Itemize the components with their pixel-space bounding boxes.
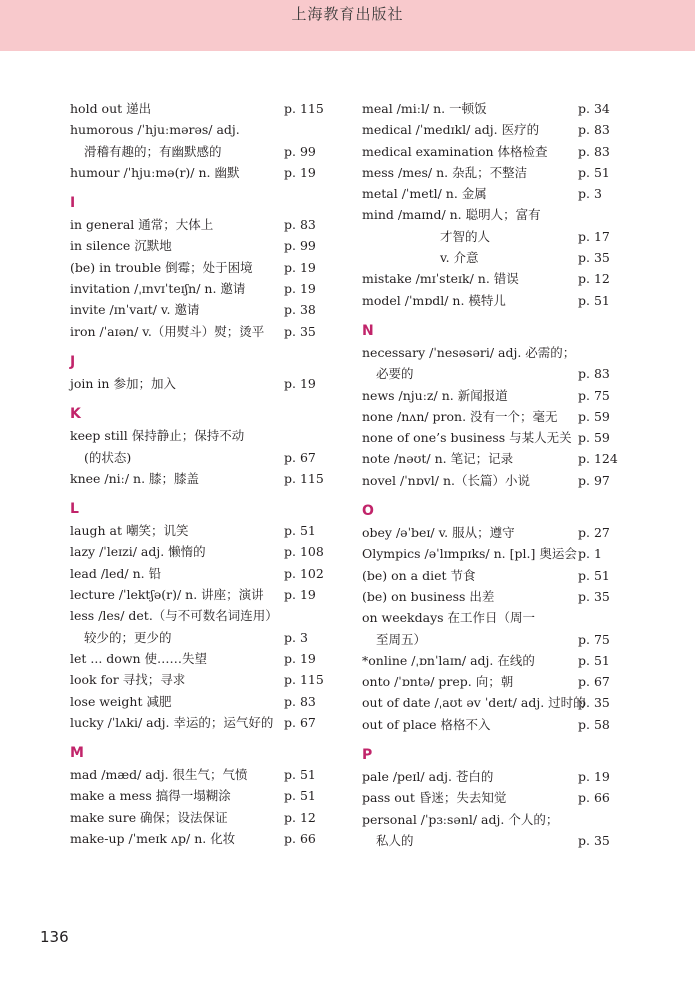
entry-term: medical /ˈmedɪkl/ adj. 医疗的 xyxy=(362,122,540,138)
entry-term: none /nʌn/ pron. 没有一个；毫无 xyxy=(362,408,558,424)
entry-term: keep still 保持静止；保持不动 xyxy=(70,428,245,444)
entry-page-reference: p. 17 xyxy=(578,228,610,244)
entry-page-reference: p. 51 xyxy=(284,767,316,783)
entry-page-reference: p. 83 xyxy=(578,122,610,138)
glossary-entry xyxy=(362,290,620,311)
entry-term: iron /ˈaɪən/ v.（用熨斗）熨；烫平 xyxy=(70,323,265,339)
glossary-entry xyxy=(70,321,330,342)
section-letter: P xyxy=(362,747,373,764)
entry-page-reference: p. 38 xyxy=(284,302,316,318)
glossary-entry xyxy=(362,427,620,448)
entry-page-reference: p. 83 xyxy=(284,693,316,709)
entry-term: (be) on business 出差 xyxy=(362,588,495,604)
entry-term: v. 介意 xyxy=(440,250,479,266)
entry-page-reference: p. 34 xyxy=(578,101,610,116)
entry-page-reference: p. 35 xyxy=(578,832,610,848)
entry-page-reference: p. 35 xyxy=(578,588,610,604)
glossary-entry xyxy=(70,785,330,806)
glossary-entry xyxy=(70,214,330,235)
entry-term: humorous /ˈhjuːmərəs/ adj. xyxy=(70,122,240,138)
entry-term: onto /ˈɒntə/ prep. 向；朝 xyxy=(362,674,514,690)
glossary-entry xyxy=(362,607,620,650)
entry-term: out of date /ˌaʊt əv ˈdeɪt/ adj. 过时的 xyxy=(362,695,586,711)
entry-page-reference: p. 67 xyxy=(284,714,316,730)
entry-term: look for 寻找；寻求 xyxy=(70,672,186,688)
glossary-entry xyxy=(362,183,620,204)
entry-definition-continued: 滑稽有趣的；有幽默感的 xyxy=(84,143,222,159)
glossary-entry xyxy=(362,766,620,787)
entry-term: in general 通常；大体上 xyxy=(70,217,214,233)
entry-page-reference: p. 19 xyxy=(284,164,316,180)
entry-term: join in 参加；加入 xyxy=(70,375,176,391)
entry-definition-continued: (的状态) xyxy=(84,449,132,465)
entry-page-reference: p. 51 xyxy=(578,292,610,308)
entry-page-reference: p. 19 xyxy=(284,281,316,297)
glossary-entry xyxy=(70,541,330,562)
entry-term: lucky /ˈlʌki/ adj. 幸运的；运气好的 xyxy=(70,714,274,730)
glossary-entry xyxy=(362,692,620,713)
entry-term: metal /ˈmetl/ n. 金属 xyxy=(362,186,487,202)
glossary-entry xyxy=(70,98,330,119)
entry-page-reference: p. 59 xyxy=(578,408,610,424)
glossary-entry xyxy=(362,406,620,427)
glossary-entry xyxy=(362,247,620,268)
glossary-entry xyxy=(362,650,620,671)
entry-term: make a mess 搞得一塌糊涂 xyxy=(70,788,231,804)
entry-term: lose weight 减肥 xyxy=(70,693,172,709)
entry-term: obey /əˈbeɪ/ v. 服从；遵守 xyxy=(362,525,515,541)
glossary-entry xyxy=(70,162,330,183)
section-letter: M xyxy=(70,745,84,762)
glossary-entry xyxy=(70,373,330,394)
entry-page-reference: p. 3 xyxy=(578,186,602,202)
entry-page-reference: p. 115 xyxy=(284,101,324,116)
glossary-entry xyxy=(70,425,330,468)
entry-page-reference: p. 59 xyxy=(578,430,610,446)
glossary-entry xyxy=(362,204,620,247)
glossary-entry xyxy=(362,141,620,162)
entry-page-reference: p. 19 xyxy=(284,587,316,603)
entry-page-reference: p. 19 xyxy=(284,375,316,391)
entry-page-reference: p. 66 xyxy=(284,831,316,847)
entry-term: lecture /ˈlektʃə(r)/ n. 讲座；演讲 xyxy=(70,587,264,603)
entry-term: *online /ˌɒnˈlaɪn/ adj. 在线的 xyxy=(362,652,535,668)
entry-page-reference: p. 83 xyxy=(284,217,316,233)
glossary-entry xyxy=(70,520,330,541)
glossary-entry xyxy=(70,468,330,489)
entry-term: let ... down 使……失望 xyxy=(70,650,208,666)
glossary-entry xyxy=(362,342,620,385)
entry-definition-continued: 较少的；更少的 xyxy=(84,629,172,645)
entry-term: pale /peɪl/ adj. 苍白的 xyxy=(362,769,494,785)
glossary-entry xyxy=(70,278,330,299)
entry-term: invite /ɪnˈvaɪt/ v. 邀请 xyxy=(70,302,200,318)
section-letter: N xyxy=(362,322,374,339)
glossary-entry xyxy=(70,605,330,648)
entry-page-reference: p. 83 xyxy=(578,366,610,382)
entry-page-reference: p. 3 xyxy=(284,629,308,645)
entry-page-reference: p. 115 xyxy=(284,470,324,486)
entry-term: Olympics /əˈlɪmpɪks/ n. [pl.] 奥运会 xyxy=(362,546,577,562)
entry-term: lazy /ˈleɪzi/ adj. 懒惰的 xyxy=(70,544,206,560)
entry-term: personal /ˈpɜːsənl/ adj. 个人的； xyxy=(362,811,559,827)
entry-term: make-up /ˈmeɪk ʌp/ n. 化妆 xyxy=(70,831,236,847)
entry-page-reference: p. 12 xyxy=(284,809,316,825)
entry-term: hold out 递出 xyxy=(70,101,152,116)
entry-page-reference: p. 51 xyxy=(578,652,610,668)
publisher-title: 上海教育出版社 xyxy=(291,5,404,23)
entry-term: out of place 格格不入 xyxy=(362,716,491,732)
glossary-entry xyxy=(70,807,330,828)
entry-term: mind /maɪnd/ n. 聪明人；富有 xyxy=(362,207,541,223)
entry-definition-continued: 至周五） xyxy=(376,631,427,647)
entry-definition-continued: 私人的 xyxy=(376,832,414,848)
entry-page-reference: p. 67 xyxy=(284,449,316,465)
glossary-entry xyxy=(70,712,330,733)
glossary-entry xyxy=(70,584,330,605)
section-letter: J xyxy=(70,353,76,370)
glossary-entry xyxy=(70,691,330,712)
entry-page-reference: p. 27 xyxy=(578,525,610,541)
entry-term: novel /ˈnɒvl/ n.（长篇）小说 xyxy=(362,472,530,488)
glossary-entry xyxy=(362,787,620,808)
entry-page-reference: p. 35 xyxy=(578,250,610,266)
glossary-entry xyxy=(70,669,330,690)
entry-term: necessary /ˈnesəsəri/ adj. 必需的； xyxy=(362,344,576,360)
entry-term: laugh at 嘲笑；讥笑 xyxy=(70,523,189,539)
entry-term: none of one’s business 与某人无关 xyxy=(362,430,572,446)
glossary-entry xyxy=(70,119,330,162)
glossary-entry xyxy=(362,671,620,692)
entry-page-reference: p. 51 xyxy=(578,164,610,180)
entry-page-reference: p. 51 xyxy=(284,788,316,804)
entry-term: mistake /mɪˈsteɪk/ n. 错误 xyxy=(362,271,519,287)
section-letter: K xyxy=(70,406,81,423)
section-letter: L xyxy=(70,501,79,518)
entry-definition-continued: 才智的人 xyxy=(440,228,491,244)
entry-term: mad /mæd/ adj. 很生气；气愤 xyxy=(70,767,248,783)
glossary-entry xyxy=(70,257,330,278)
entry-term: invitation /ˌɪnvɪˈteɪʃn/ n. 邀请 xyxy=(70,281,246,297)
glossary-entry xyxy=(362,522,620,543)
entry-page-reference: p. 115 xyxy=(284,672,324,688)
glossary-entry xyxy=(362,586,620,607)
entry-page-reference: p. 51 xyxy=(578,567,610,583)
glossary-entry xyxy=(362,470,620,491)
glossary-entry xyxy=(70,299,330,320)
entry-page-reference: p. 67 xyxy=(578,674,610,690)
entry-term: humour /ˈhjuːmə(r)/ n. 幽默 xyxy=(70,164,240,180)
entry-page-reference: p. 75 xyxy=(578,387,610,403)
entry-page-reference: p. 19 xyxy=(284,259,316,275)
entry-term: news /njuːz/ n. 新闻报道 xyxy=(362,387,508,403)
entry-page-reference: p. 97 xyxy=(578,472,610,488)
entry-term: make sure 确保；设法保证 xyxy=(70,809,228,825)
glossary-entry xyxy=(362,162,620,183)
entry-term: mess /mes/ n. 杂乱；不整洁 xyxy=(362,164,528,180)
glossary-entry xyxy=(362,268,620,289)
entry-page-reference: p. 1 xyxy=(578,546,602,562)
entry-term: lead /led/ n. 铅 xyxy=(70,565,162,581)
glossary-entry xyxy=(362,565,620,586)
entry-page-reference: p. 35 xyxy=(284,323,316,339)
entry-page-reference: p. 12 xyxy=(578,271,610,287)
entry-page-reference: p. 108 xyxy=(284,544,324,560)
entry-page-reference: p. 75 xyxy=(578,631,610,647)
entry-term: model /ˈmɒdl/ n. 模特儿 xyxy=(362,292,506,308)
entry-term: less /les/ det.（与不可数名词连用） xyxy=(70,608,278,624)
entry-definition-continued: 必要的 xyxy=(376,366,414,382)
entry-term: in silence 沉默地 xyxy=(70,238,172,254)
glossary-entry xyxy=(362,714,620,735)
glossary-entry xyxy=(70,235,330,256)
section-letter: O xyxy=(362,503,374,520)
entry-term: note /nəʊt/ n. 笔记；记录 xyxy=(362,451,514,467)
entry-page-reference: p. 99 xyxy=(284,143,316,159)
entry-page-reference: p. 51 xyxy=(284,523,316,539)
entry-page-reference: p. 19 xyxy=(284,650,316,666)
entry-page-reference: p. 35 xyxy=(578,695,610,711)
entry-page-reference: p. 124 xyxy=(578,451,618,467)
page-number: 136 xyxy=(40,928,69,946)
entry-page-reference: p. 102 xyxy=(284,565,324,581)
entry-term: knee /niː/ n. 膝；膝盖 xyxy=(70,470,200,486)
glossary-entry xyxy=(70,563,330,584)
glossary-entry xyxy=(70,648,330,669)
glossary-entry xyxy=(70,764,330,785)
section-letter: I xyxy=(70,195,76,212)
glossary-entry xyxy=(362,119,620,140)
glossary-entry xyxy=(362,809,620,852)
glossary-entry xyxy=(362,543,620,564)
entry-term: on weekdays 在工作日（周一 xyxy=(362,610,536,626)
glossary-entry xyxy=(362,385,620,406)
entry-page-reference: p. 83 xyxy=(578,143,610,159)
glossary-right-column xyxy=(362,98,620,851)
glossary-entry xyxy=(362,98,620,119)
entry-term: meal /miːl/ n. 一顿饭 xyxy=(362,101,487,116)
entry-term: medical examination 体格检查 xyxy=(362,143,548,159)
glossary-left-column xyxy=(70,98,330,849)
glossary-entry xyxy=(362,448,620,469)
entry-page-reference: p. 58 xyxy=(578,716,610,732)
entry-page-reference: p. 66 xyxy=(578,790,610,806)
entry-term: pass out 昏迷；失去知觉 xyxy=(362,790,507,806)
entry-term: (be) in trouble 倒霉；处于困境 xyxy=(70,259,253,275)
glossary-entry xyxy=(70,828,330,849)
entry-term: (be) on a diet 节食 xyxy=(362,567,476,583)
entry-page-reference: p. 99 xyxy=(284,238,316,254)
entry-page-reference: p. 19 xyxy=(578,769,610,785)
